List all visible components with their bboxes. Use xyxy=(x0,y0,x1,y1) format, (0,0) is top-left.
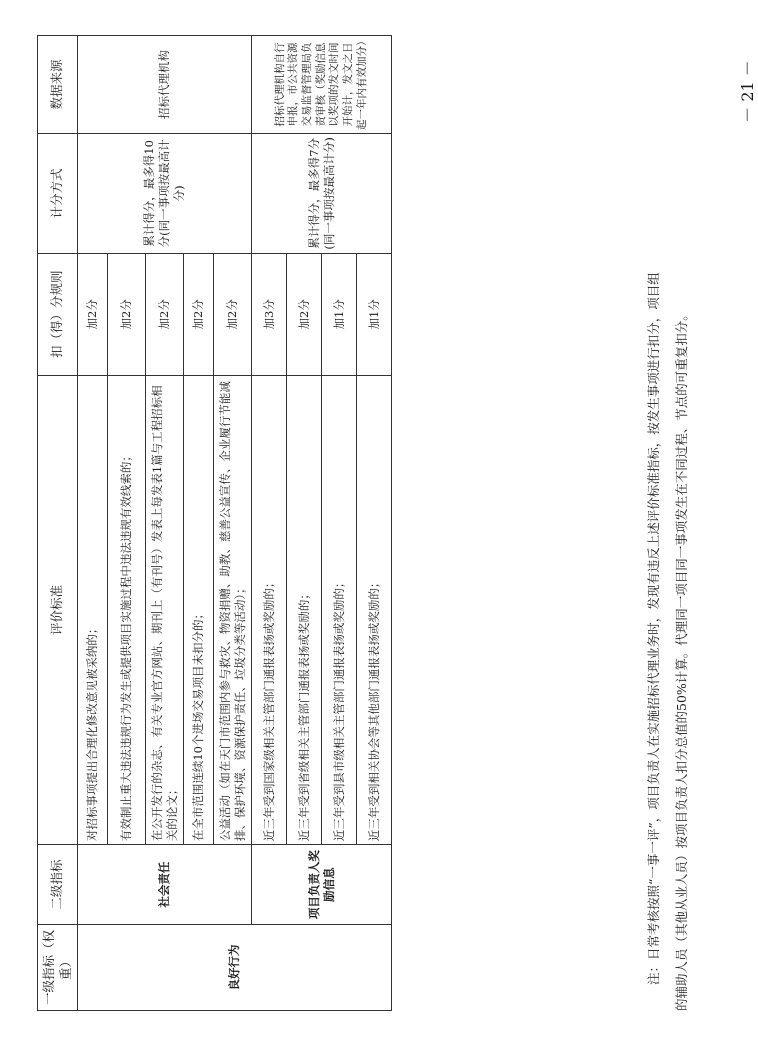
method-cell-award: 累计得分，最多得7分(同一事项按最高计分) xyxy=(252,133,392,253)
header-score-rule: 扣（得）分规则 xyxy=(38,253,78,375)
header-level2: 二级指标 xyxy=(38,845,78,925)
evaluation-table xyxy=(37,35,392,1011)
table-row xyxy=(78,36,108,1011)
criteria-cell: 公益活动（如在天门市范围内参与救灾、物资捐赠、助教、慈善公益宣传、企业履行节能减排、保护环境、资源保护责任、垃圾分类等活动）； xyxy=(214,375,252,844)
score-cell: 加2分 xyxy=(146,253,184,375)
level2-cell-social: 社会责任 xyxy=(78,845,252,925)
rotated-content xyxy=(37,35,737,1011)
level2-cell-award: 项目负责人奖励信息 xyxy=(252,845,392,925)
score-cell: 加2分 xyxy=(214,253,252,375)
score-cell: 加1分 xyxy=(322,253,357,375)
header-method: 计分方式 xyxy=(38,133,78,253)
criteria-cell: 近三年受到省级相关主管部门通报表扬或奖励的； xyxy=(287,375,322,844)
level1-cell: 良好行为 xyxy=(78,925,392,1011)
score-cell: 加2分 xyxy=(108,253,146,375)
score-cell: 加1分 xyxy=(357,253,392,375)
header-level1: 一级指标（权重） xyxy=(38,925,78,1011)
criteria-cell: 在公开发行的杂志、有关专业官方网站、期刊上（有刊号）发表上每发表1篇与工程招标相关的论文； xyxy=(146,375,184,844)
source-cell-award: 招标代理机构自行申报，市公共资源交易监督管理局负责审核（奖励信息以奖项的发文时间开始计，发文之日起一年内有效加分） xyxy=(252,36,392,134)
criteria-cell: 对招标事项提出合理化修改意见被采纳的； xyxy=(78,375,108,844)
table-header-row xyxy=(38,36,78,1011)
page-number: － 21 － xyxy=(737,60,757,123)
score-cell: 加2分 xyxy=(287,253,322,375)
score-cell: 加3分 xyxy=(252,253,287,375)
header-source: 数据来源 xyxy=(38,36,78,134)
footnote-line-1: 注：日常考核按照“一事一评”，项目负责人在实施招标代理业务时，发现有违反上述评价标准指标，按发生事项进行扣分，项目组 xyxy=(646,272,661,985)
header-criteria: 评价标准 xyxy=(38,375,78,844)
criteria-cell: 近三年受到县市级相关主管部门通报表扬或奖励的； xyxy=(322,375,357,844)
criteria-cell: 在全市范围连续10个进场交易项目未扣分的； xyxy=(184,375,214,844)
method-cell-social: 累计得分，最多得10分(同一事项按最高计分) xyxy=(78,133,252,253)
criteria-cell: 有效制止重大违法违规行为发生或提供项目实施过程中违法违规有效线索的； xyxy=(108,375,146,844)
criteria-cell: 近三年受到国家级相关主管部门通报表扬或奖励的； xyxy=(252,375,287,844)
score-cell: 加2分 xyxy=(78,253,108,375)
criteria-cell: 近三年受到相关协会等其他部门通报表扬或奖励的； xyxy=(357,375,392,844)
source-cell-social: 招标代理机构 xyxy=(78,36,252,134)
table-row xyxy=(252,36,287,1011)
footnote xyxy=(640,51,696,1011)
score-cell: 加2分 xyxy=(184,253,214,375)
footnote-line-2: 的辅助人员（其他从业人员）按项目负责人扣分总值的50%计算。代理同一项目同一事项发生在不同过程、节点的可重复扣分。 xyxy=(674,308,689,1011)
